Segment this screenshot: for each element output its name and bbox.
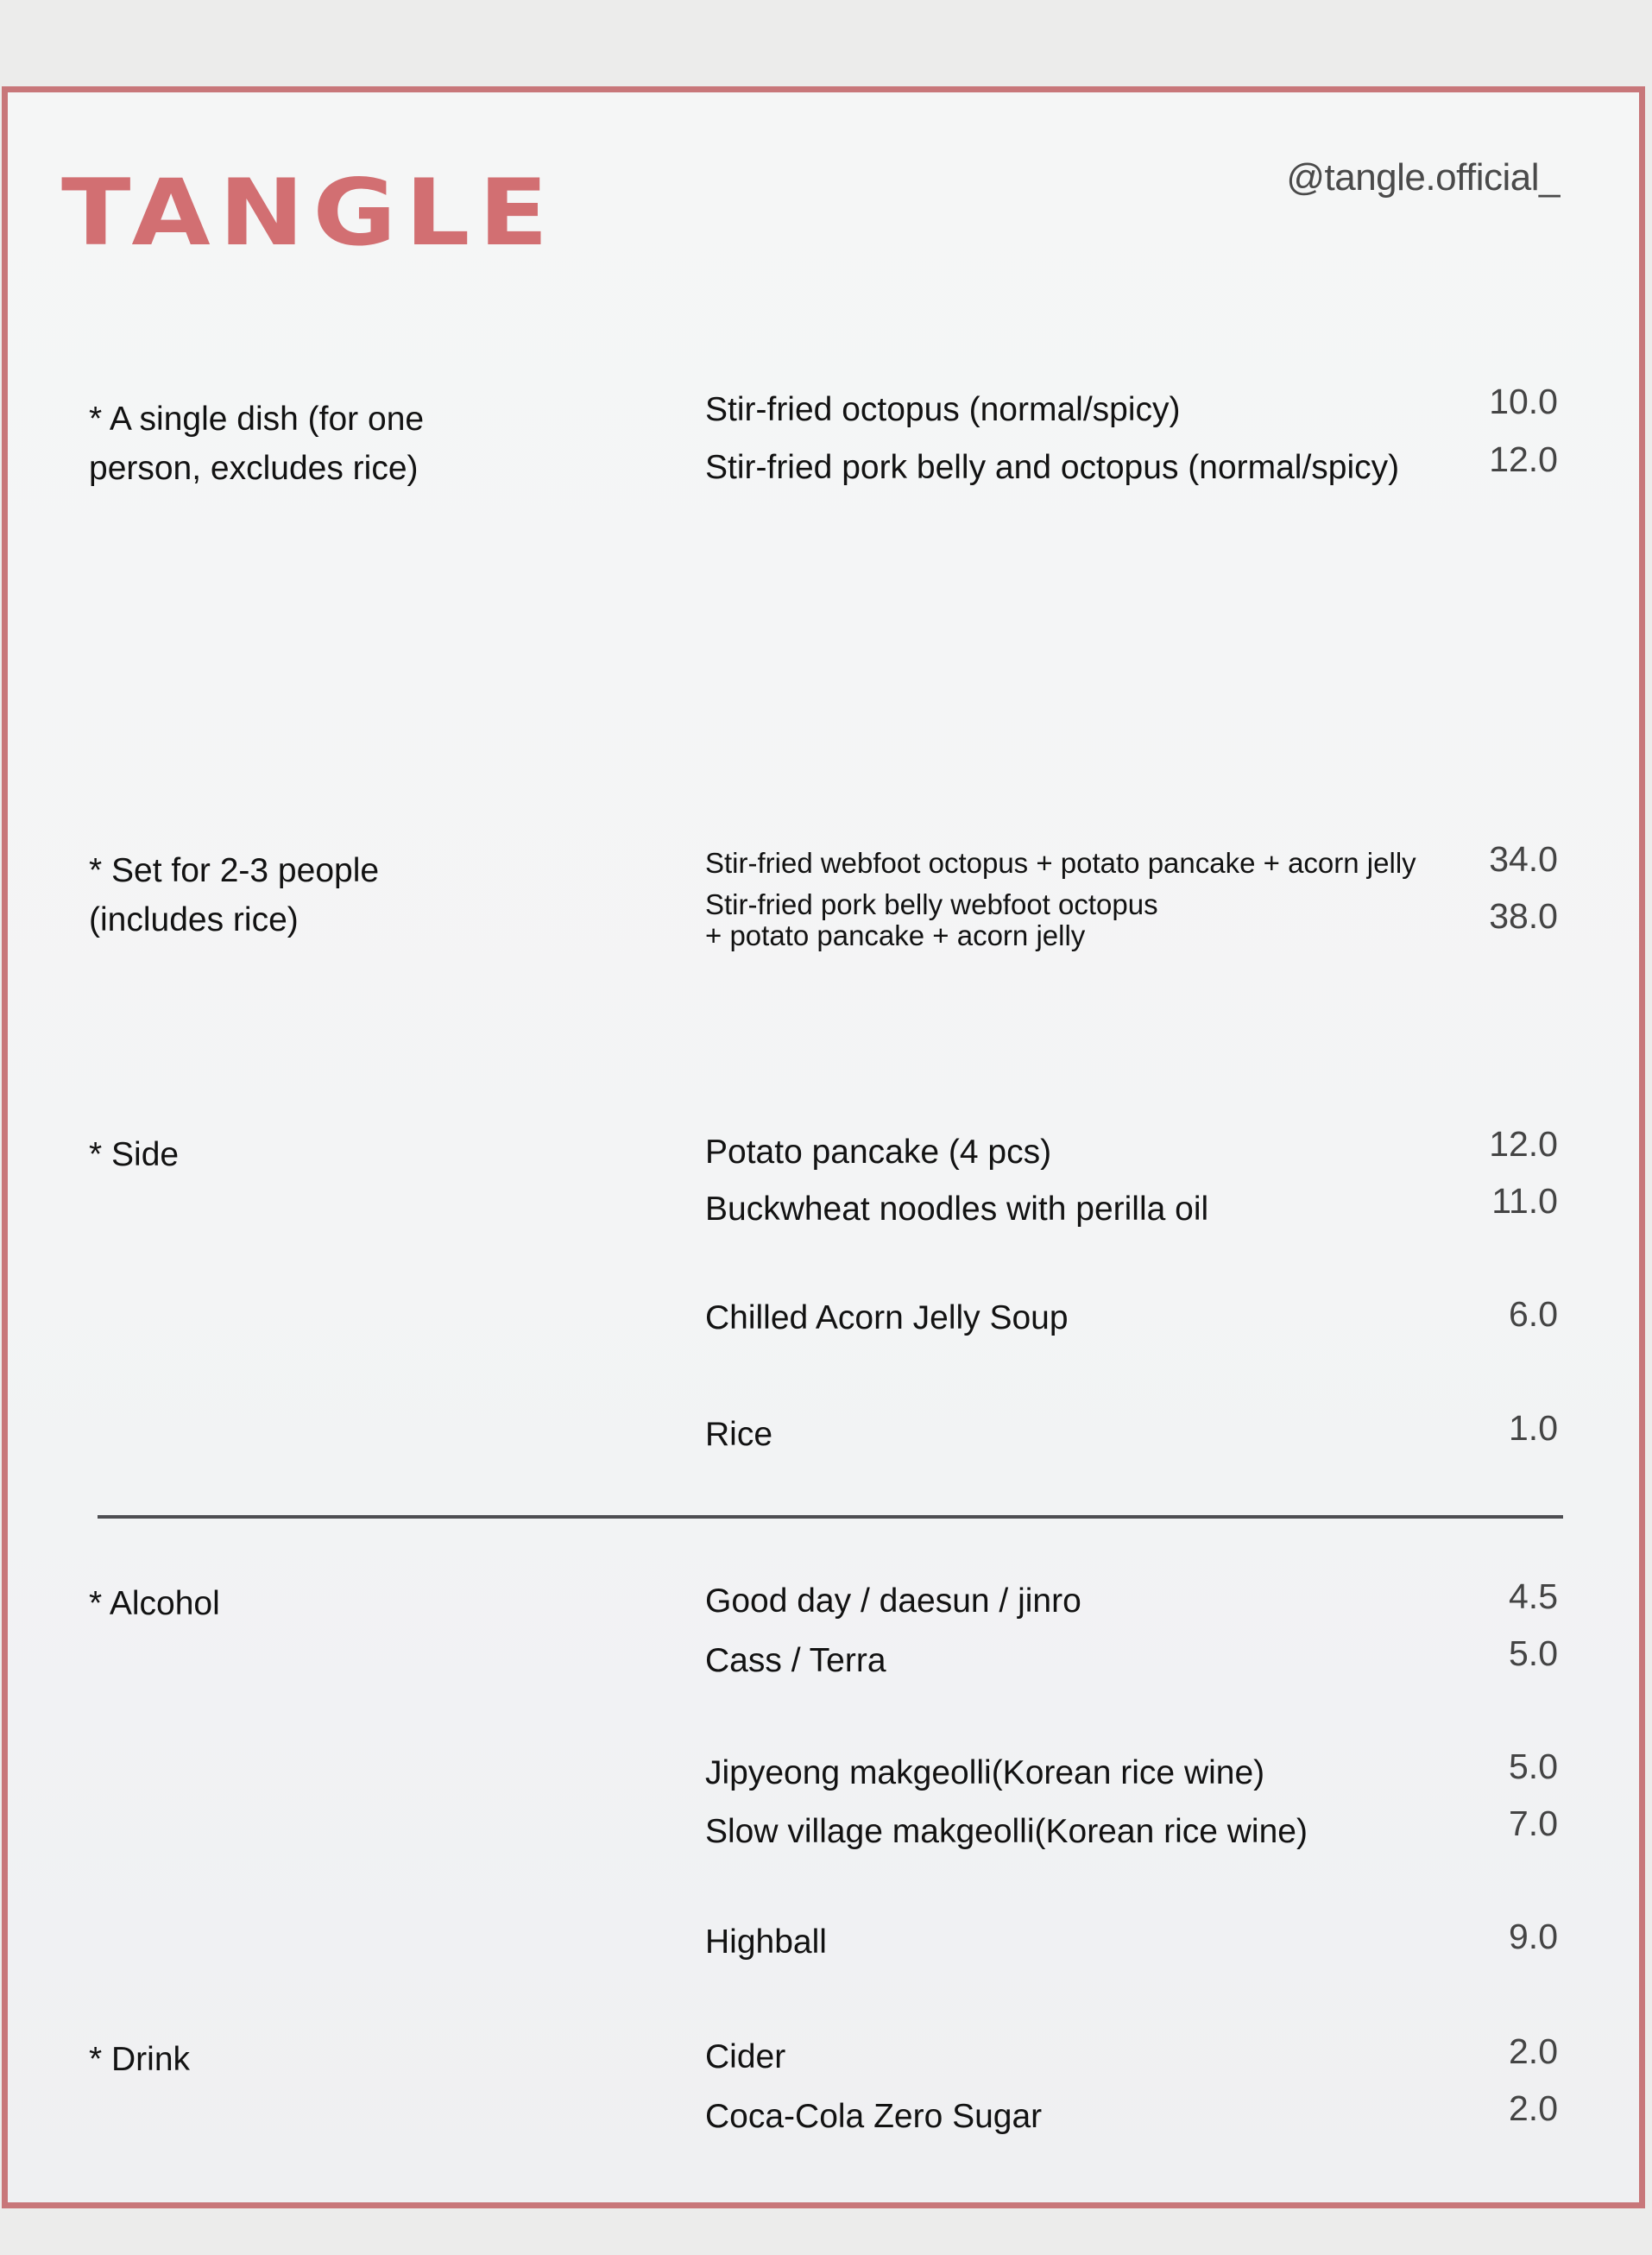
menu-item-name-continued: + potato pancake + acorn jelly — [705, 919, 1086, 951]
menu-item-name: Highball — [705, 1923, 827, 1961]
social-handle: @tangle.official_ — [1286, 156, 1560, 199]
menu-item-price: 2.0 — [1509, 2088, 1558, 2128]
menu-item-name: Buckwheat noodles with perilla oil — [705, 1191, 1209, 1228]
menu-item-name: Stir-fried pork belly webfoot octopus — [705, 888, 1158, 920]
menu-item-name: Stir-fried webfoot octopus + potato pancake + acorn jelly — [705, 847, 1416, 879]
section-label-set-menu: * Set for 2-3 people (includes rice) — [89, 852, 380, 938]
section-divider — [98, 1515, 1563, 1519]
menu-item-price: 38.0 — [1489, 896, 1558, 936]
menu-item-name: Cass / Terra — [705, 1642, 886, 1679]
menu-item-name: Rice — [705, 1416, 773, 1453]
menu-item-price: 6.0 — [1509, 1294, 1558, 1334]
menu-item-name: Cider — [705, 2038, 786, 2075]
section-label-alcohol: * Alcohol — [89, 1585, 220, 1622]
menu-item-price: 9.0 — [1509, 1917, 1558, 1956]
section-label-drink: * Drink — [89, 2041, 191, 2078]
menu-item-name: Chilled Acorn Jelly Soup — [705, 1299, 1069, 1336]
menu-item-price: 34.0 — [1489, 839, 1558, 879]
menu-item-price: 4.5 — [1509, 1576, 1558, 1616]
menu-card — [2, 86, 1645, 2208]
menu-item-name: Stir-fried octopus (normal/spicy) — [705, 391, 1181, 428]
menu-item-price: 1.0 — [1509, 1408, 1558, 1448]
menu-item-price: 10.0 — [1489, 382, 1558, 421]
section-label-side: * Side — [89, 1136, 180, 1173]
menu-item-name: Coca-Cola Zero Sugar — [705, 2098, 1043, 2135]
section-label-single-dish: * A single dish (for one person, excludes rice) — [89, 401, 425, 487]
menu-item-price: 12.0 — [1489, 439, 1558, 479]
menu-item-price: 2.0 — [1509, 2031, 1558, 2071]
menu-item-price: 5.0 — [1509, 1747, 1558, 1786]
menu-item-name: Good day / daesun / jinro — [705, 1582, 1081, 1620]
menu-item-price: 11.0 — [1491, 1181, 1558, 1221]
menu-item-name: Slow village makgeolli(Korean rice wine) — [705, 1813, 1308, 1850]
menu-item-price: 7.0 — [1509, 1803, 1558, 1843]
menu-item-name: Jipyeong makgeolli(Korean rice wine) — [705, 1754, 1265, 1791]
menu-item-price: 5.0 — [1509, 1633, 1558, 1673]
menu-item-name: Stir-fried pork belly and octopus (normal/spicy) — [705, 449, 1400, 486]
menu-item-name: Potato pancake (4 pcs) — [705, 1134, 1052, 1171]
menu-item-price: 12.0 — [1489, 1124, 1558, 1164]
restaurant-logo: TANGLE — [61, 159, 558, 267]
